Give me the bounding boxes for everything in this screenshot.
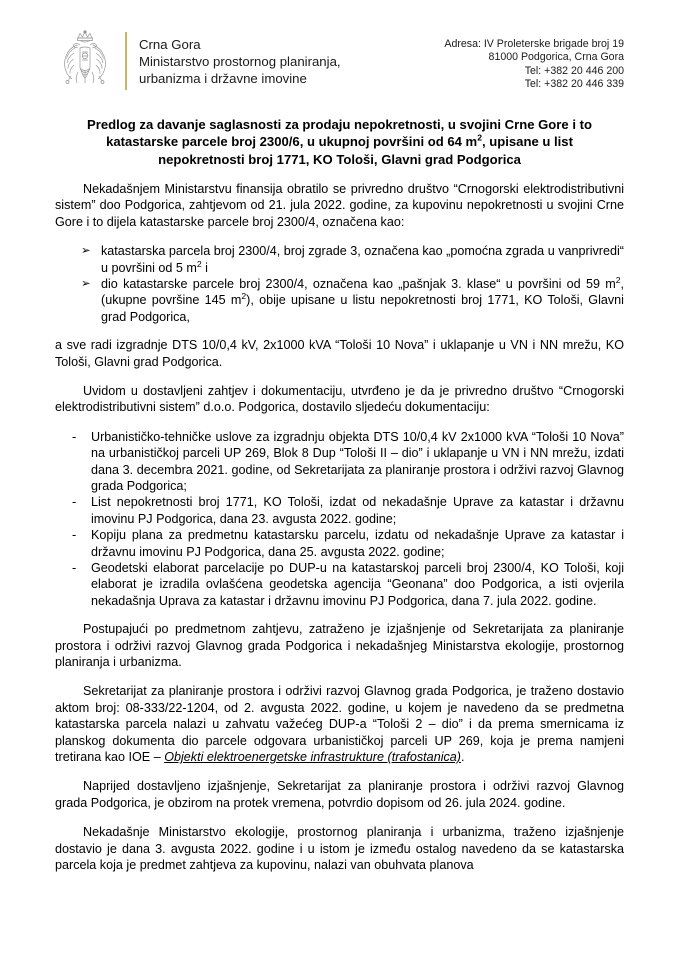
spacer [55, 609, 624, 621]
list-item [55, 494, 624, 527]
list-item [55, 243, 624, 276]
dash-bullet-icon: - [72, 561, 77, 576]
list-item [55, 560, 624, 609]
documentation-item-text: Kopiju plana za predmetnu katastarsku parcelu, izdatu od nekadašnje Uprave za katastar i državnu imovinu PJ Podgorica, dana 25. avgusta 2022. godine; [91, 528, 624, 559]
paragraph-ministry-ecology: Nekadašnje Ministarstvo ekologije, prostornog planiranja i urbanizma, traženo izjašnjenje dostavio je dana 3. avgusta 2022. godine i u istom je između ostalog navedeno da se katastarska parcela koja je predmet zahtjeva za kupovinu, nalazi van obuhvata planova [55, 825, 624, 873]
arrow-bullet-icon: ➢ [81, 245, 91, 258]
documentation-item-text: Geodetski elaborat parcelacije po DUP-u na katastarskoj parceli broj 2300/4, KO Tološi, koji elaborat je izradila ovlašćena geodetska agencija “Geonana” doo Podgorica, a isti ovjerila nekadašnja Uprava za katastar i državnu imovinu PJ Podgorica, dana 7. jula 2022. godine. [91, 561, 624, 608]
parcel-item-text-c: ), obije upisane u listu nepokretnosti broj 1771, KO Tološi, Glavni grad Podgorica, [101, 293, 624, 324]
title-superscript-1: 2 [477, 132, 482, 143]
document-title [55, 116, 624, 168]
title-line-2-part-b: , upisane u list [481, 134, 573, 150]
letterhead-left [55, 28, 341, 94]
parcel-item-superscript-1: 2 [615, 274, 621, 285]
contact-address: Adresa: IV Proleterske brigade broj 19 [444, 38, 624, 50]
letterhead-titles [139, 28, 341, 87]
paragraph-secretariat-response [55, 683, 624, 765]
title-line-2-part-a: katastarske parcele broj 2300/6, u ukupnoj površini od 64 m [106, 134, 478, 150]
parcel-item-text-b: , (ukupne površine 145 m [101, 276, 624, 308]
parcel-item-text-a: katastarska parcela broj 2300/4, broj zgrade 3, označena kao „pomoćna zgrada u vanprivredi“ u površini od 5 m [101, 244, 624, 275]
country-name: Crna Gora [139, 37, 201, 52]
list-item [55, 276, 624, 325]
secretariat-text-b: . [461, 750, 465, 765]
arrow-bullet-icon: ➢ [81, 277, 91, 290]
parcel-item-text-a: dio katastarske parcele broj 2300/4, označena kao „pašnjak 3. klase“ u površini od 59 m [101, 276, 616, 291]
list-item [55, 527, 624, 560]
document-body [55, 181, 624, 874]
ministry-line-1: Ministarstvo prostornog planiranja, [139, 53, 341, 69]
paragraph-documentation-intro: Uvidom u dostavljeni zahtjev i dokumentaciju, utvrđeno je da je privredno društvo “Crnogorski elektrodistributivni sistem” d.o.o. Podgorica, dostavilo sljedeću dokumentaciju: [55, 383, 624, 415]
dash-bullet-icon: - [72, 429, 77, 444]
spacer [55, 325, 624, 337]
title-line-1: Predlog za davanje saglasnosti za prodaju nepokretnosti, u svojini Crne Gore i to [87, 117, 592, 132]
paragraph-purpose: a sve radi izgradnje DTS 10/0,4 kV, 2x1000 kVA “Tološi 10 Nova” i uklapanje u VN i NN mrežu, KO Tološi, Glavni grad Podgorica. [55, 338, 624, 369]
parcel-list [55, 243, 624, 325]
ministry-line-2: urbanizma i državne imovine [139, 70, 307, 86]
montenegro-coat-of-arms-icon [55, 28, 115, 94]
contact-block [444, 28, 624, 91]
letterhead [55, 0, 624, 94]
dash-bullet-icon: - [72, 528, 77, 543]
documentation-item-text: Urbanističko-tehničke uslove za izgradnju objekta DTS 10/0,4 kV 2x1000 kVA “Tološi 10 Nova” na urbanističkoj parceli UP 269, Blok 8 Dup “Tološi II – dio” i uklapanje u VN i NN mrežu, izdati dana 3. decembra 2021. godine, od Sekretarijata za planiranje prostora i održivi razvoj Glavnog grada Podgorica; [91, 429, 624, 493]
parcel-item-text-b: i [201, 260, 208, 275]
title-line-3: nepokretnosti broj 1771, KO Tološi, Glavni grad Podgorica [158, 151, 521, 167]
documentation-item-text: List nepokretnosti broj 1771, KO Tološi, izdat od nekadašnje Uprave za katastar i državnu imovinu PJ Podgorica, dana 23. avgusta 2022. godine; [91, 495, 624, 526]
contact-tel-2: Tel: +382 20 446 339 [524, 77, 624, 90]
dash-bullet-icon: - [72, 495, 77, 510]
contact-city: 81000 Podgorica, Crna Gora [488, 51, 624, 64]
secretariat-text-a: Sekretarijat za planiranje prostora i održivi razvoj Glavnog grada Podgorica, je traženo dostavio aktom broj: 08-333/22-1204, od 2. avgusta 2022. godine, u kojem je navedeno da se predmetna katastarska parcela nalazi u zahvatu važećeg DUP-a “Tološi 2 – dio” i da prema smernicama iz planskog dokumenta dio parcele odgovara urbanističkoj parceli UP 269, koja je prema namjeni tretirana kao IOE – [55, 684, 624, 765]
secretariat-emphasis: Objekti elektroenergetske infrastrukture (trafostanica) [164, 750, 461, 765]
paragraph-confirmation: Naprijed dostavljeno izjašnjenje, Sekretarijat za planiranje prostora i održivi razvoj Glavnog grada Podgorica, je obzirom na protek vremena, potvrdio dopisom od 26. jula 2024. godine. [55, 779, 624, 810]
contact-tel-1: Tel: +382 20 446 200 [524, 64, 624, 77]
parcel-item-superscript-2: 2 [241, 291, 247, 302]
parcel-item-superscript-1: 2 [196, 258, 202, 269]
paragraph-procedure: Postupajući po predmetnom zahtjevu, zatraženo je izjašnjenje od Sekretarijata za planiranje prostora i održivi razvoj Glavnog grada Podgorica i nekadašnjeg Ministarstva ekologije, prostornog planiranja i urbanizma. [55, 622, 624, 670]
letterhead-divider [125, 32, 127, 90]
documentation-list [55, 429, 624, 609]
paragraph-intro: Nekadašnjem Ministarstvu finansija obratilo se privredno društvo “Crnogorski elektrodistributivni sistem” doo Podgorica, zahtjevom od 21. jula 2022. godine, za kupovinu nepokretnosti u svojini Crne Gore i to dijela katastarske parcele broj 2300/4, označena kao: [55, 181, 624, 229]
list-item [55, 429, 624, 495]
